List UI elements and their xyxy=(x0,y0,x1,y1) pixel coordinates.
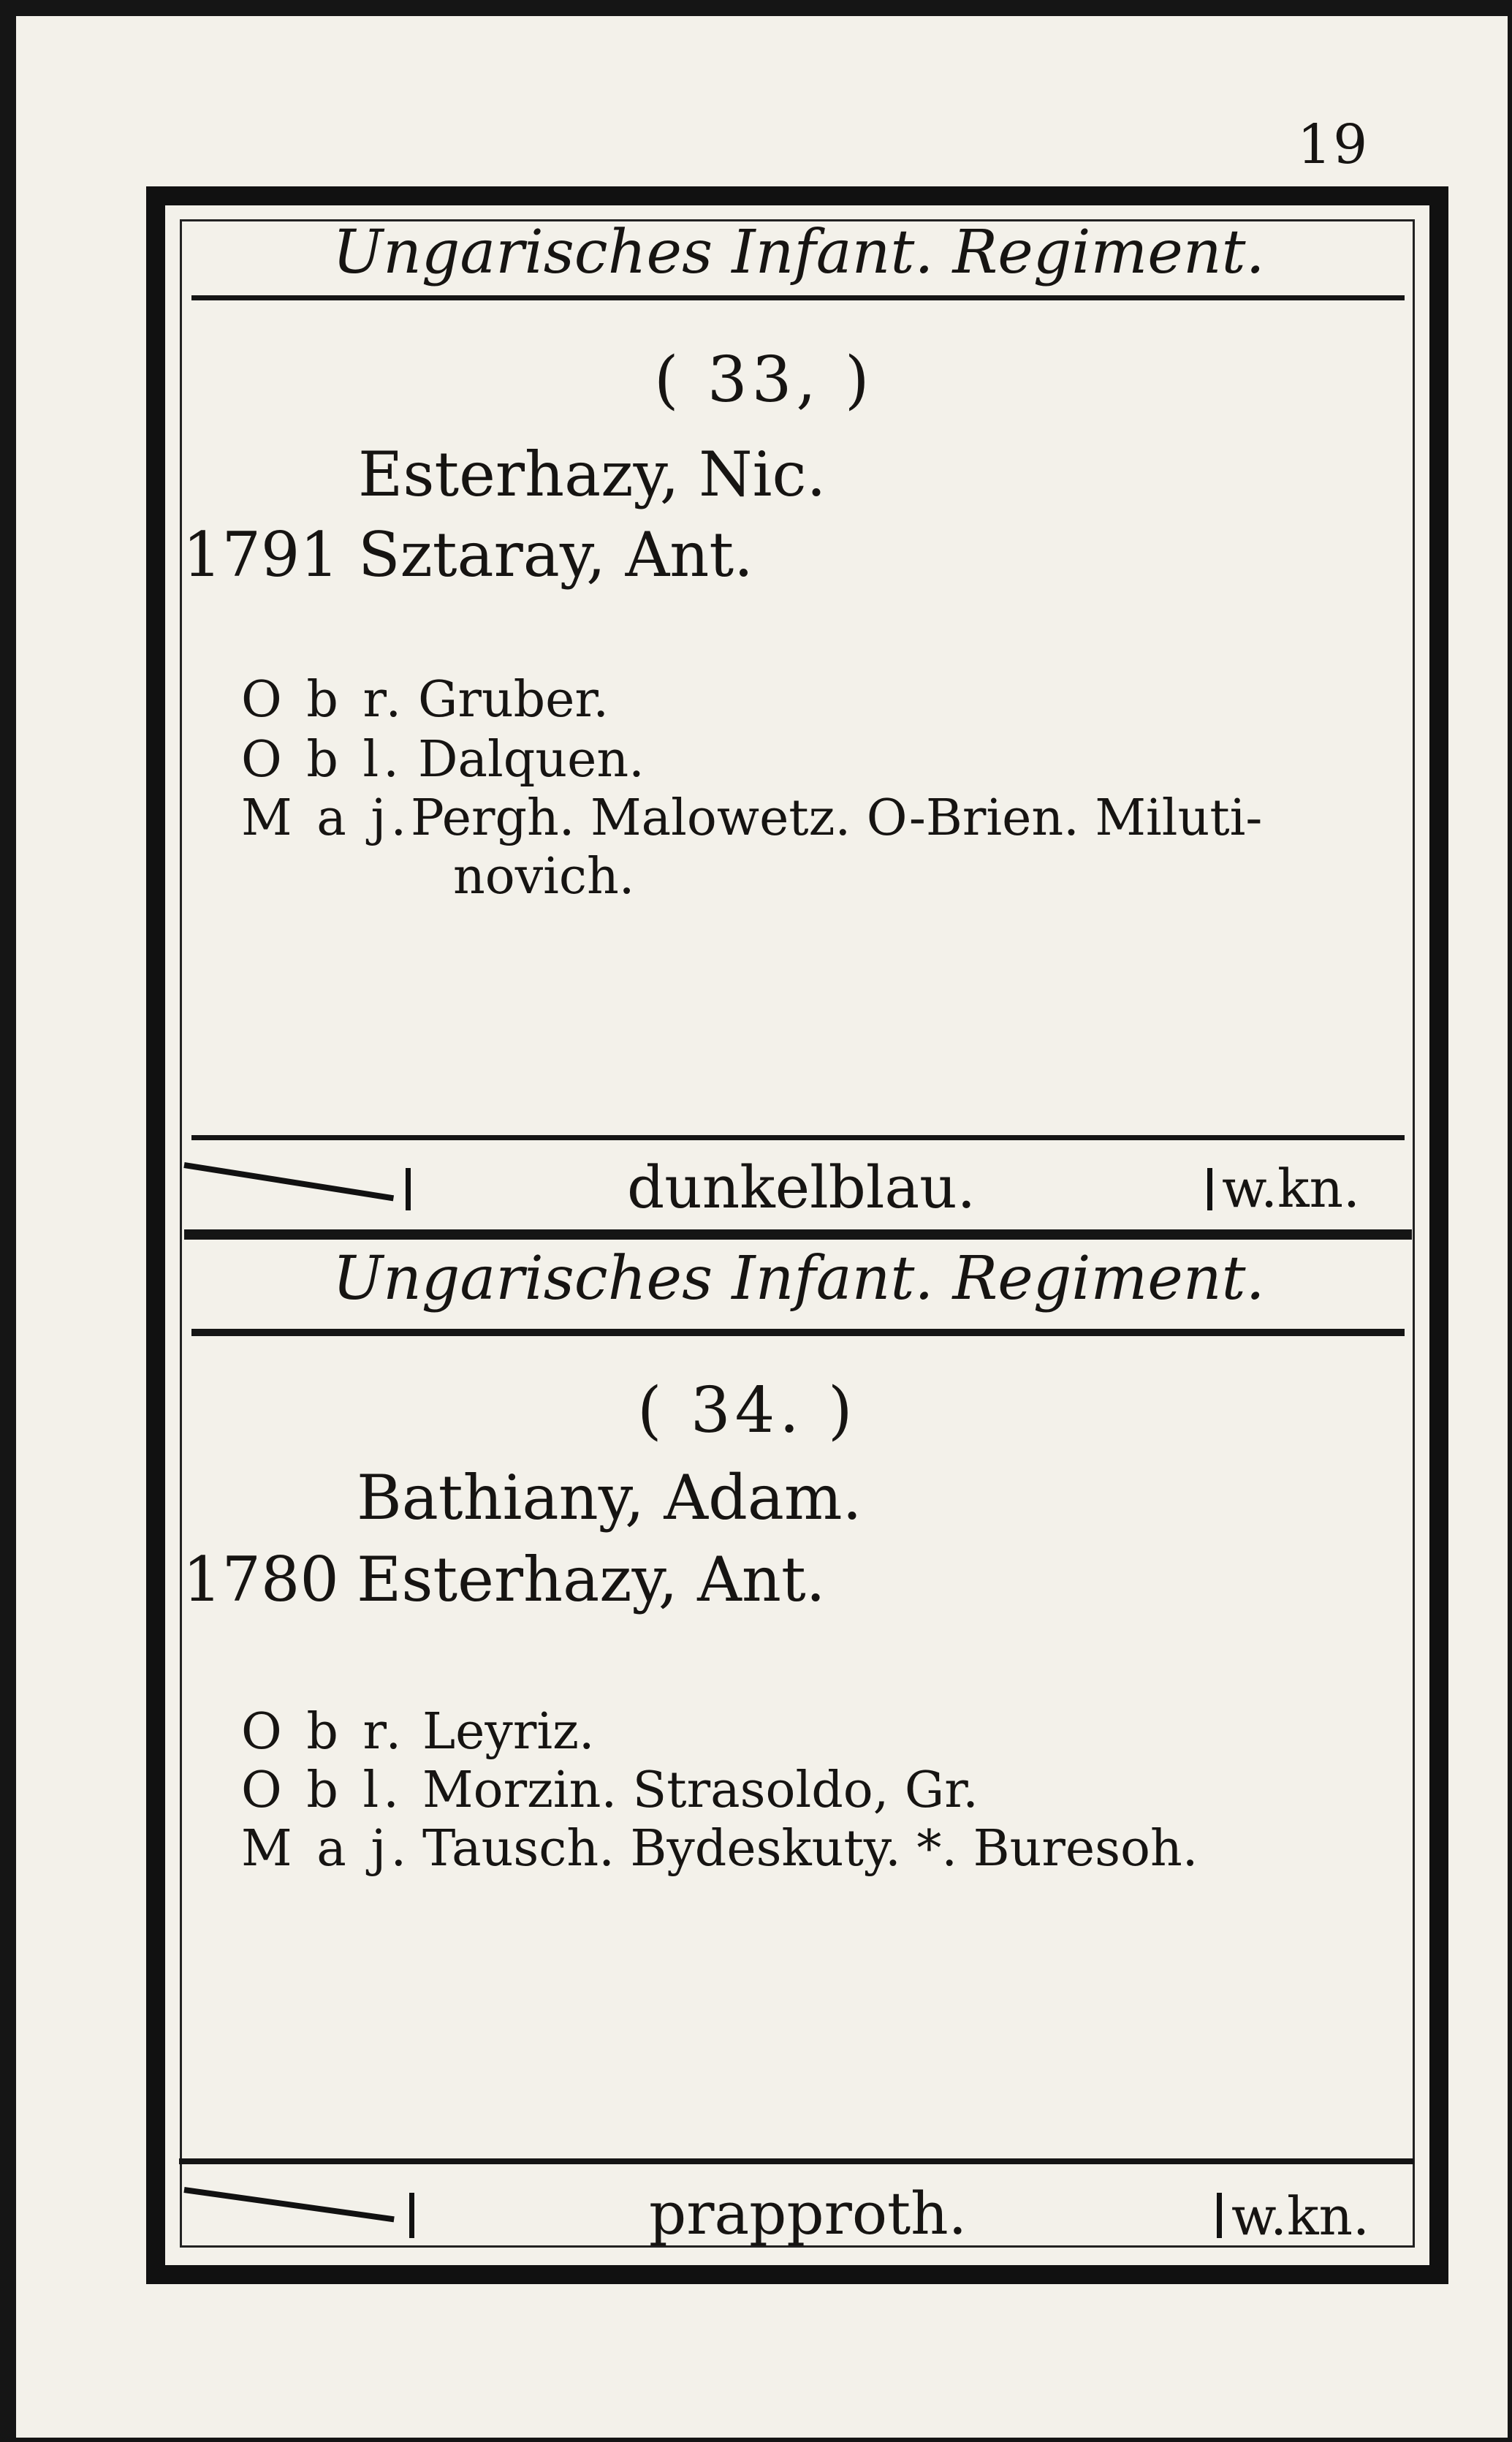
officer-names-continued: novich. xyxy=(453,848,635,906)
appointment-year: 1791 xyxy=(183,519,339,591)
officer-names: Gruber. xyxy=(418,671,609,729)
officer-names: Leyriz. xyxy=(422,1703,595,1761)
title-rule xyxy=(191,1329,1405,1336)
regiment-number: ( 33, ) xyxy=(654,344,874,417)
regiment-title: Ungarisches Infant. Regiment. xyxy=(333,1244,1265,1313)
colonel-proprietor-name: Bathiany, Adam. xyxy=(357,1462,862,1533)
title-rule xyxy=(191,295,1405,300)
column-divider xyxy=(406,1168,411,1210)
second-proprietor-name: Sztaray, Ant. xyxy=(358,519,753,591)
rank-label: O b r. xyxy=(241,671,406,729)
rank-label: M a j. xyxy=(241,789,411,847)
rank-label: O b r. xyxy=(241,1703,406,1761)
rank-label: M a j. xyxy=(241,1820,411,1878)
rank-label: O b l. xyxy=(241,731,403,789)
section-divider xyxy=(184,1229,1412,1240)
officer-names: Pergh. Malowetz. O-Brien. Miluti- xyxy=(411,789,1263,847)
officer-names: Dalquen. xyxy=(418,731,645,789)
page-number: 19 xyxy=(1297,113,1369,176)
column-divider xyxy=(1207,1168,1212,1210)
facing-color: dunkelblau. xyxy=(627,1153,976,1221)
button-note: w.kn. xyxy=(1231,2185,1369,2247)
column-divider xyxy=(1217,2193,1222,2238)
officer-names: Tausch. Bydeskuty. *. Buresoh. xyxy=(422,1820,1198,1878)
regiment-title: Ungarisches Infant. Regiment. xyxy=(333,218,1265,287)
column-divider xyxy=(409,2193,414,2238)
rank-label: O b l. xyxy=(241,1762,403,1819)
facing-color: prapproth. xyxy=(649,2180,968,2248)
button-note: w.kn. xyxy=(1222,1158,1360,1219)
footer-top-rule xyxy=(179,2158,1414,2164)
appointment-year: 1780 xyxy=(183,1544,339,1615)
colonel-proprietor-name: Esterhazy, Nic. xyxy=(358,439,827,510)
footer-top-rule xyxy=(191,1135,1405,1140)
regiment-number: ( 34. ) xyxy=(637,1374,857,1447)
officer-names: Morzin. Strasoldo, Gr. xyxy=(422,1762,979,1819)
second-proprietor-name: Esterhazy, Ant. xyxy=(357,1544,826,1615)
